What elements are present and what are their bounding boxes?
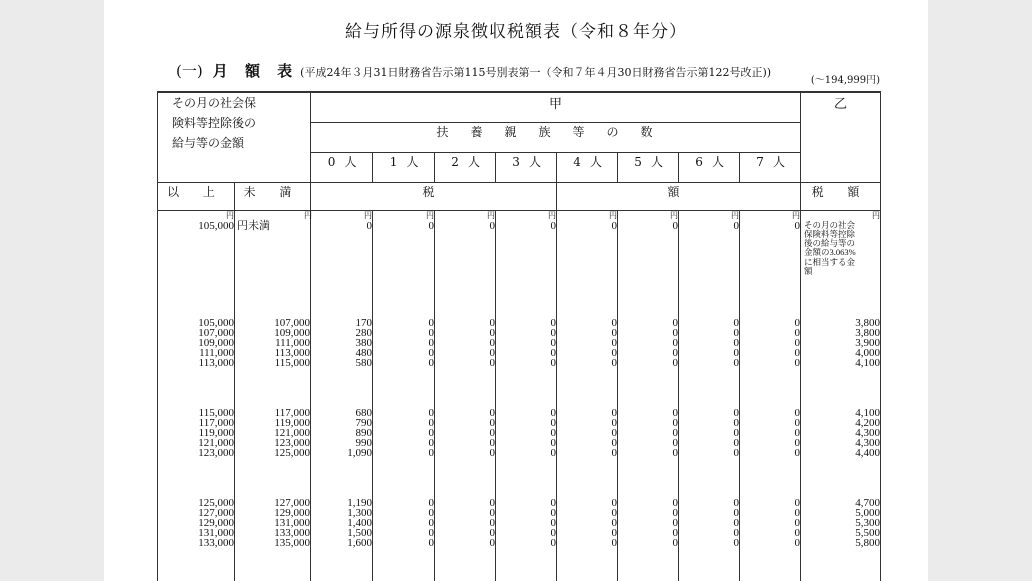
cell-value: 280 (355, 327, 373, 339)
ijou-cell (158, 210, 235, 318)
cell-value: 0 (550, 327, 557, 339)
cell-value: 127,000 (274, 497, 311, 509)
tax-value: 0 (794, 219, 801, 232)
cell-value: 680 (355, 407, 373, 419)
cell-value: 119,000 (274, 417, 311, 429)
cell-value: 127,000 (198, 507, 234, 519)
cell-value: 0 (489, 337, 496, 349)
cell-value: 0 (672, 507, 679, 519)
cell-value: 109,000 (198, 337, 234, 349)
cell-value: 0 (611, 427, 618, 439)
cell-value: 0 (794, 327, 801, 339)
count-number: 0 (327, 154, 336, 169)
count-number: 2 (451, 154, 459, 169)
cell-value: 0 (733, 407, 740, 419)
count-unit: 人 (651, 154, 664, 169)
cell-value: 123,000 (274, 437, 311, 449)
kou-7-column (740, 318, 801, 408)
cell-value: 3,800 (855, 317, 881, 329)
cell-value: 0 (672, 337, 679, 349)
cell-value: 121,000 (198, 437, 234, 449)
cell-value: 0 (550, 527, 557, 539)
cell-value: 0 (611, 337, 618, 349)
row-label-header: その月の社会保 険料等控除後の 給与等の金額 (158, 92, 311, 182)
zei-header: 税 (311, 182, 557, 210)
legal-reference: (平成24年３月31日財務省告示第115号別表第一（令和７年４月30日財務省告示第122号改正)) (300, 66, 772, 79)
cell-value: 0 (794, 437, 801, 449)
cell-value: 0 (550, 317, 557, 329)
cell-value: 0 (489, 527, 496, 539)
ijou-value: 105,000 (198, 219, 234, 232)
cell-value: 0 (794, 407, 801, 419)
cell-value: 107,000 (198, 327, 234, 339)
cell-value: 0 (794, 447, 801, 459)
count-unit: 人 (590, 154, 603, 169)
cell-value: 0 (428, 437, 435, 449)
cell-value: 0 (428, 427, 435, 439)
dependents-count-4 (557, 152, 618, 182)
cell-value: 0 (672, 497, 679, 509)
cell-value: 4,400 (855, 447, 881, 459)
yen-unit: 円 (872, 210, 881, 220)
kou-0-cell (311, 210, 373, 318)
yen-unit: 円 (304, 210, 313, 220)
cell-value: 1,300 (347, 507, 373, 519)
cell-value: 0 (733, 447, 740, 459)
kou-7-column (740, 408, 801, 498)
cell-value: 0 (489, 347, 496, 359)
cell-value: 0 (794, 527, 801, 539)
cell-value: 1,190 (347, 497, 373, 509)
cell-value: 1,090 (347, 447, 373, 459)
cell-value: 0 (550, 427, 557, 439)
kou-4-column (557, 318, 618, 408)
miman-column (235, 498, 311, 581)
table-subtitle (176, 60, 771, 81)
cell-value: 0 (672, 537, 679, 549)
cell-value: 0 (733, 317, 740, 329)
cell-value: 0 (428, 517, 435, 529)
cell-value: 0 (428, 327, 435, 339)
count-number: 6 (695, 154, 703, 169)
table-row (158, 210, 881, 318)
kou-4-column (557, 408, 618, 498)
otsu-column (801, 498, 881, 581)
yen-unit: 円 (226, 210, 234, 220)
cell-value: 0 (672, 407, 679, 419)
count-unit: 人 (468, 154, 481, 169)
cell-value: 135,000 (274, 537, 311, 549)
tax-value: 0 (550, 219, 557, 232)
cell-value: 0 (428, 357, 435, 369)
cell-value: 0 (672, 527, 679, 539)
kou-6-cell (679, 210, 740, 318)
cell-value: 125,000 (274, 447, 311, 459)
cell-value: 0 (611, 417, 618, 429)
kou-1-column (373, 498, 435, 581)
count-unit: 人 (773, 154, 786, 169)
cell-value: 4,100 (855, 407, 881, 419)
cell-value: 115,000 (198, 407, 234, 419)
cell-value: 121,000 (274, 427, 311, 439)
kou-5-column (618, 408, 679, 498)
cell-value: 0 (550, 407, 557, 419)
miman-header: 未 満 (235, 182, 311, 210)
cell-value: 0 (733, 417, 740, 429)
dependents-header: 扶養親族等の数 (311, 122, 801, 152)
kou-6-column (679, 498, 740, 581)
cell-value: 111,000 (275, 337, 311, 349)
cell-value: 0 (672, 517, 679, 529)
cell-value: 115,000 (274, 357, 311, 369)
cell-value: 1,400 (347, 517, 373, 529)
cell-value: 1,600 (347, 537, 373, 549)
cell-value: 0 (794, 497, 801, 509)
cell-value: 0 (611, 537, 618, 549)
cell-value: 0 (672, 427, 679, 439)
table-name: 月 額 表 (212, 62, 299, 80)
otsu-column (801, 318, 881, 408)
count-number: 3 (512, 154, 520, 169)
cell-value: 0 (794, 317, 801, 329)
yen-unit: 円 (548, 210, 557, 220)
dependents-count-3 (496, 152, 557, 182)
cell-value: 0 (428, 337, 435, 349)
cell-value: 0 (794, 507, 801, 519)
cell-value: 0 (550, 507, 557, 519)
cell-value: 0 (550, 447, 557, 459)
zeigaku-header: 税 額 (801, 182, 881, 210)
cell-value: 0 (611, 507, 618, 519)
cell-value: 0 (733, 427, 740, 439)
cell-value: 4,000 (855, 347, 881, 359)
kou-3-cell (496, 210, 557, 318)
cell-value: 4,100 (855, 357, 881, 369)
cell-value: 0 (611, 527, 618, 539)
kou-7-cell (740, 210, 801, 318)
count-number: 4 (573, 154, 581, 169)
cell-value: 0 (733, 337, 740, 349)
miman-cell (235, 210, 311, 318)
cell-value: 0 (489, 317, 496, 329)
kou-5-column (618, 318, 679, 408)
kou-5-cell (618, 210, 679, 318)
cell-value: 0 (672, 327, 679, 339)
cell-value: 0 (794, 417, 801, 429)
kou-6-column (679, 408, 740, 498)
yen-unit: 円 (731, 210, 740, 220)
cell-value: 117,000 (198, 417, 234, 429)
cell-value: 0 (794, 517, 801, 529)
cell-value: 0 (672, 357, 679, 369)
cell-value: 0 (489, 357, 496, 369)
page-title: 給与所得の源泉徴収税額表（令和８年分） (345, 22, 687, 42)
tax-value: 0 (428, 219, 435, 232)
cell-value: 0 (733, 497, 740, 509)
cell-value: 133,000 (274, 527, 311, 539)
table-row-group (158, 318, 881, 408)
yen-unit: 円 (792, 210, 801, 220)
count-unit: 人 (529, 154, 542, 169)
cell-value: 0 (428, 447, 435, 459)
cell-value: 4,300 (855, 437, 881, 449)
dependents-count-5 (618, 152, 679, 182)
cell-value: 1,500 (347, 527, 373, 539)
cell-value: 129,000 (198, 517, 234, 529)
cell-value: 990 (355, 437, 373, 449)
kou-1-column (373, 318, 435, 408)
cell-value: 0 (611, 327, 618, 339)
cell-value: 129,000 (274, 507, 311, 519)
kou-2-column (435, 318, 496, 408)
cell-value: 0 (733, 357, 740, 369)
gaku-header: 額 (557, 182, 801, 210)
cell-value: 0 (489, 327, 496, 339)
table-row-group (158, 498, 881, 581)
otsu-column (801, 408, 881, 498)
cell-value: 0 (428, 347, 435, 359)
cell-value: 105,000 (198, 317, 234, 329)
miman-column (235, 318, 311, 408)
ijou-column (158, 408, 235, 498)
otsu-cell (801, 210, 881, 318)
cell-value: 0 (672, 437, 679, 449)
cell-value: 790 (355, 417, 373, 429)
cell-value: 0 (550, 357, 557, 369)
amount-range: (～194,999円) (810, 75, 880, 86)
cell-value: 125,000 (198, 497, 234, 509)
yen-unit: 円 (609, 210, 618, 220)
cell-value: 3,800 (855, 327, 881, 339)
kou-6-column (679, 318, 740, 408)
cell-value: 131,000 (274, 517, 311, 529)
tax-value: 0 (733, 219, 740, 232)
cell-value: 0 (611, 407, 618, 419)
cell-value: 0 (550, 417, 557, 429)
cell-value: 890 (355, 427, 373, 439)
cell-value: 0 (489, 447, 496, 459)
kou-0-column (311, 408, 373, 498)
otsu-header: 乙 (801, 92, 881, 182)
cell-value: 0 (733, 347, 740, 359)
miman-value: 円未満 (237, 219, 270, 232)
cell-value: 0 (672, 317, 679, 329)
cell-value: 0 (794, 357, 801, 369)
kou-1-cell (373, 210, 435, 318)
ijou-header: 以 上 (158, 182, 235, 210)
kou-4-column (557, 498, 618, 581)
cell-value: 117,000 (274, 407, 311, 419)
cell-value: 5,000 (855, 507, 881, 519)
cell-value: 5,800 (855, 537, 881, 549)
otsu-note: その月の社会保険料等控除後の給与等の金額の3.063%に相当する金額 (804, 219, 856, 276)
cell-value: 0 (611, 317, 618, 329)
cell-value: 0 (794, 347, 801, 359)
dependents-count-7 (740, 152, 801, 182)
document-page (104, 0, 928, 581)
cell-value: 0 (611, 497, 618, 509)
cell-value: 0 (672, 347, 679, 359)
cell-value: 133,000 (198, 537, 234, 549)
yen-unit: 円 (487, 210, 496, 220)
table-row-group (158, 408, 881, 498)
kou-3-column (496, 408, 557, 498)
kou-header: 甲 (311, 92, 801, 122)
count-number: 1 (389, 154, 398, 169)
yen-unit: 円 (426, 210, 435, 220)
cell-value: 0 (428, 497, 435, 509)
cell-value: 0 (428, 527, 435, 539)
cell-value: 0 (550, 337, 557, 349)
cell-value: 380 (355, 337, 373, 349)
cell-value: 0 (794, 427, 801, 439)
cell-value: 0 (733, 527, 740, 539)
tax-value: 0 (672, 219, 679, 232)
cell-value: 109,000 (274, 327, 311, 339)
cell-value: 0 (611, 357, 618, 369)
cell-value: 4,200 (855, 417, 881, 429)
cell-value: 0 (672, 447, 679, 459)
cell-value: 113,000 (198, 357, 234, 369)
count-number: 7 (756, 154, 764, 169)
cell-value: 0 (489, 497, 496, 509)
kou-5-column (618, 498, 679, 581)
cell-value: 0 (489, 507, 496, 519)
cell-value: 0 (489, 437, 496, 449)
tax-value: 0 (366, 219, 373, 232)
cell-value: 0 (550, 437, 557, 449)
kou-1-column (373, 408, 435, 498)
cell-value: 480 (355, 347, 373, 359)
cell-value: 0 (550, 497, 557, 509)
miman-column (235, 408, 311, 498)
cell-value: 0 (489, 407, 496, 419)
tax-value: 0 (489, 219, 496, 232)
cell-value: 5,500 (855, 527, 881, 539)
cell-value: 0 (550, 537, 557, 549)
cell-value: 0 (733, 517, 740, 529)
yen-unit: 円 (670, 210, 679, 220)
kou-2-column (435, 498, 496, 581)
cell-value: 0 (672, 417, 679, 429)
count-number: 5 (634, 154, 642, 169)
cell-value: 0 (794, 337, 801, 349)
yen-unit: 円 (364, 210, 373, 220)
cell-value: 0 (611, 437, 618, 449)
cell-value: 0 (428, 407, 435, 419)
kou-0-column (311, 498, 373, 581)
cell-value: 0 (794, 537, 801, 549)
cell-value: 0 (550, 517, 557, 529)
ijou-column (158, 498, 235, 581)
tax-value: 0 (611, 219, 618, 232)
cell-value: 3,900 (855, 337, 881, 349)
dependents-count-6 (679, 152, 740, 182)
cell-value: 113,000 (274, 347, 311, 359)
cell-value: 170 (355, 317, 373, 329)
ijou-column (158, 318, 235, 408)
cell-value: 4,300 (855, 427, 881, 439)
withholding-tax-table (157, 91, 881, 581)
section-number: (一) (176, 62, 203, 80)
cell-value: 0 (489, 517, 496, 529)
cell-value: 0 (733, 537, 740, 549)
count-unit: 人 (712, 154, 725, 169)
cell-value: 123,000 (198, 447, 234, 459)
kou-3-column (496, 498, 557, 581)
cell-value: 0 (489, 537, 496, 549)
kou-4-cell (557, 210, 618, 318)
kou-2-cell (435, 210, 496, 318)
cell-value: 0 (611, 347, 618, 359)
cell-value: 5,300 (855, 517, 881, 529)
kou-3-column (496, 318, 557, 408)
cell-value: 580 (355, 357, 373, 369)
cell-value: 4,700 (855, 497, 881, 509)
cell-value: 0 (550, 347, 557, 359)
cell-value: 0 (733, 327, 740, 339)
kou-2-column (435, 408, 496, 498)
dependents-count-0 (311, 152, 373, 182)
cell-value: 107,000 (274, 317, 311, 329)
dependents-count-1 (373, 152, 435, 182)
cell-value: 0 (428, 417, 435, 429)
cell-value: 0 (428, 507, 435, 519)
cell-value: 0 (611, 447, 618, 459)
count-unit: 人 (406, 154, 419, 169)
cell-value: 0 (489, 427, 496, 439)
kou-0-column (311, 318, 373, 408)
cell-value: 131,000 (198, 527, 234, 539)
count-unit: 人 (344, 154, 357, 169)
cell-value: 0 (428, 537, 435, 549)
cell-value: 0 (733, 507, 740, 519)
cell-value: 0 (489, 417, 496, 429)
kou-7-column (740, 498, 801, 581)
cell-value: 111,000 (199, 347, 234, 359)
dependents-count-2 (435, 152, 496, 182)
cell-value: 0 (428, 317, 435, 329)
cell-value: 0 (611, 517, 618, 529)
cell-value: 0 (733, 437, 740, 449)
cell-value: 119,000 (198, 427, 234, 439)
